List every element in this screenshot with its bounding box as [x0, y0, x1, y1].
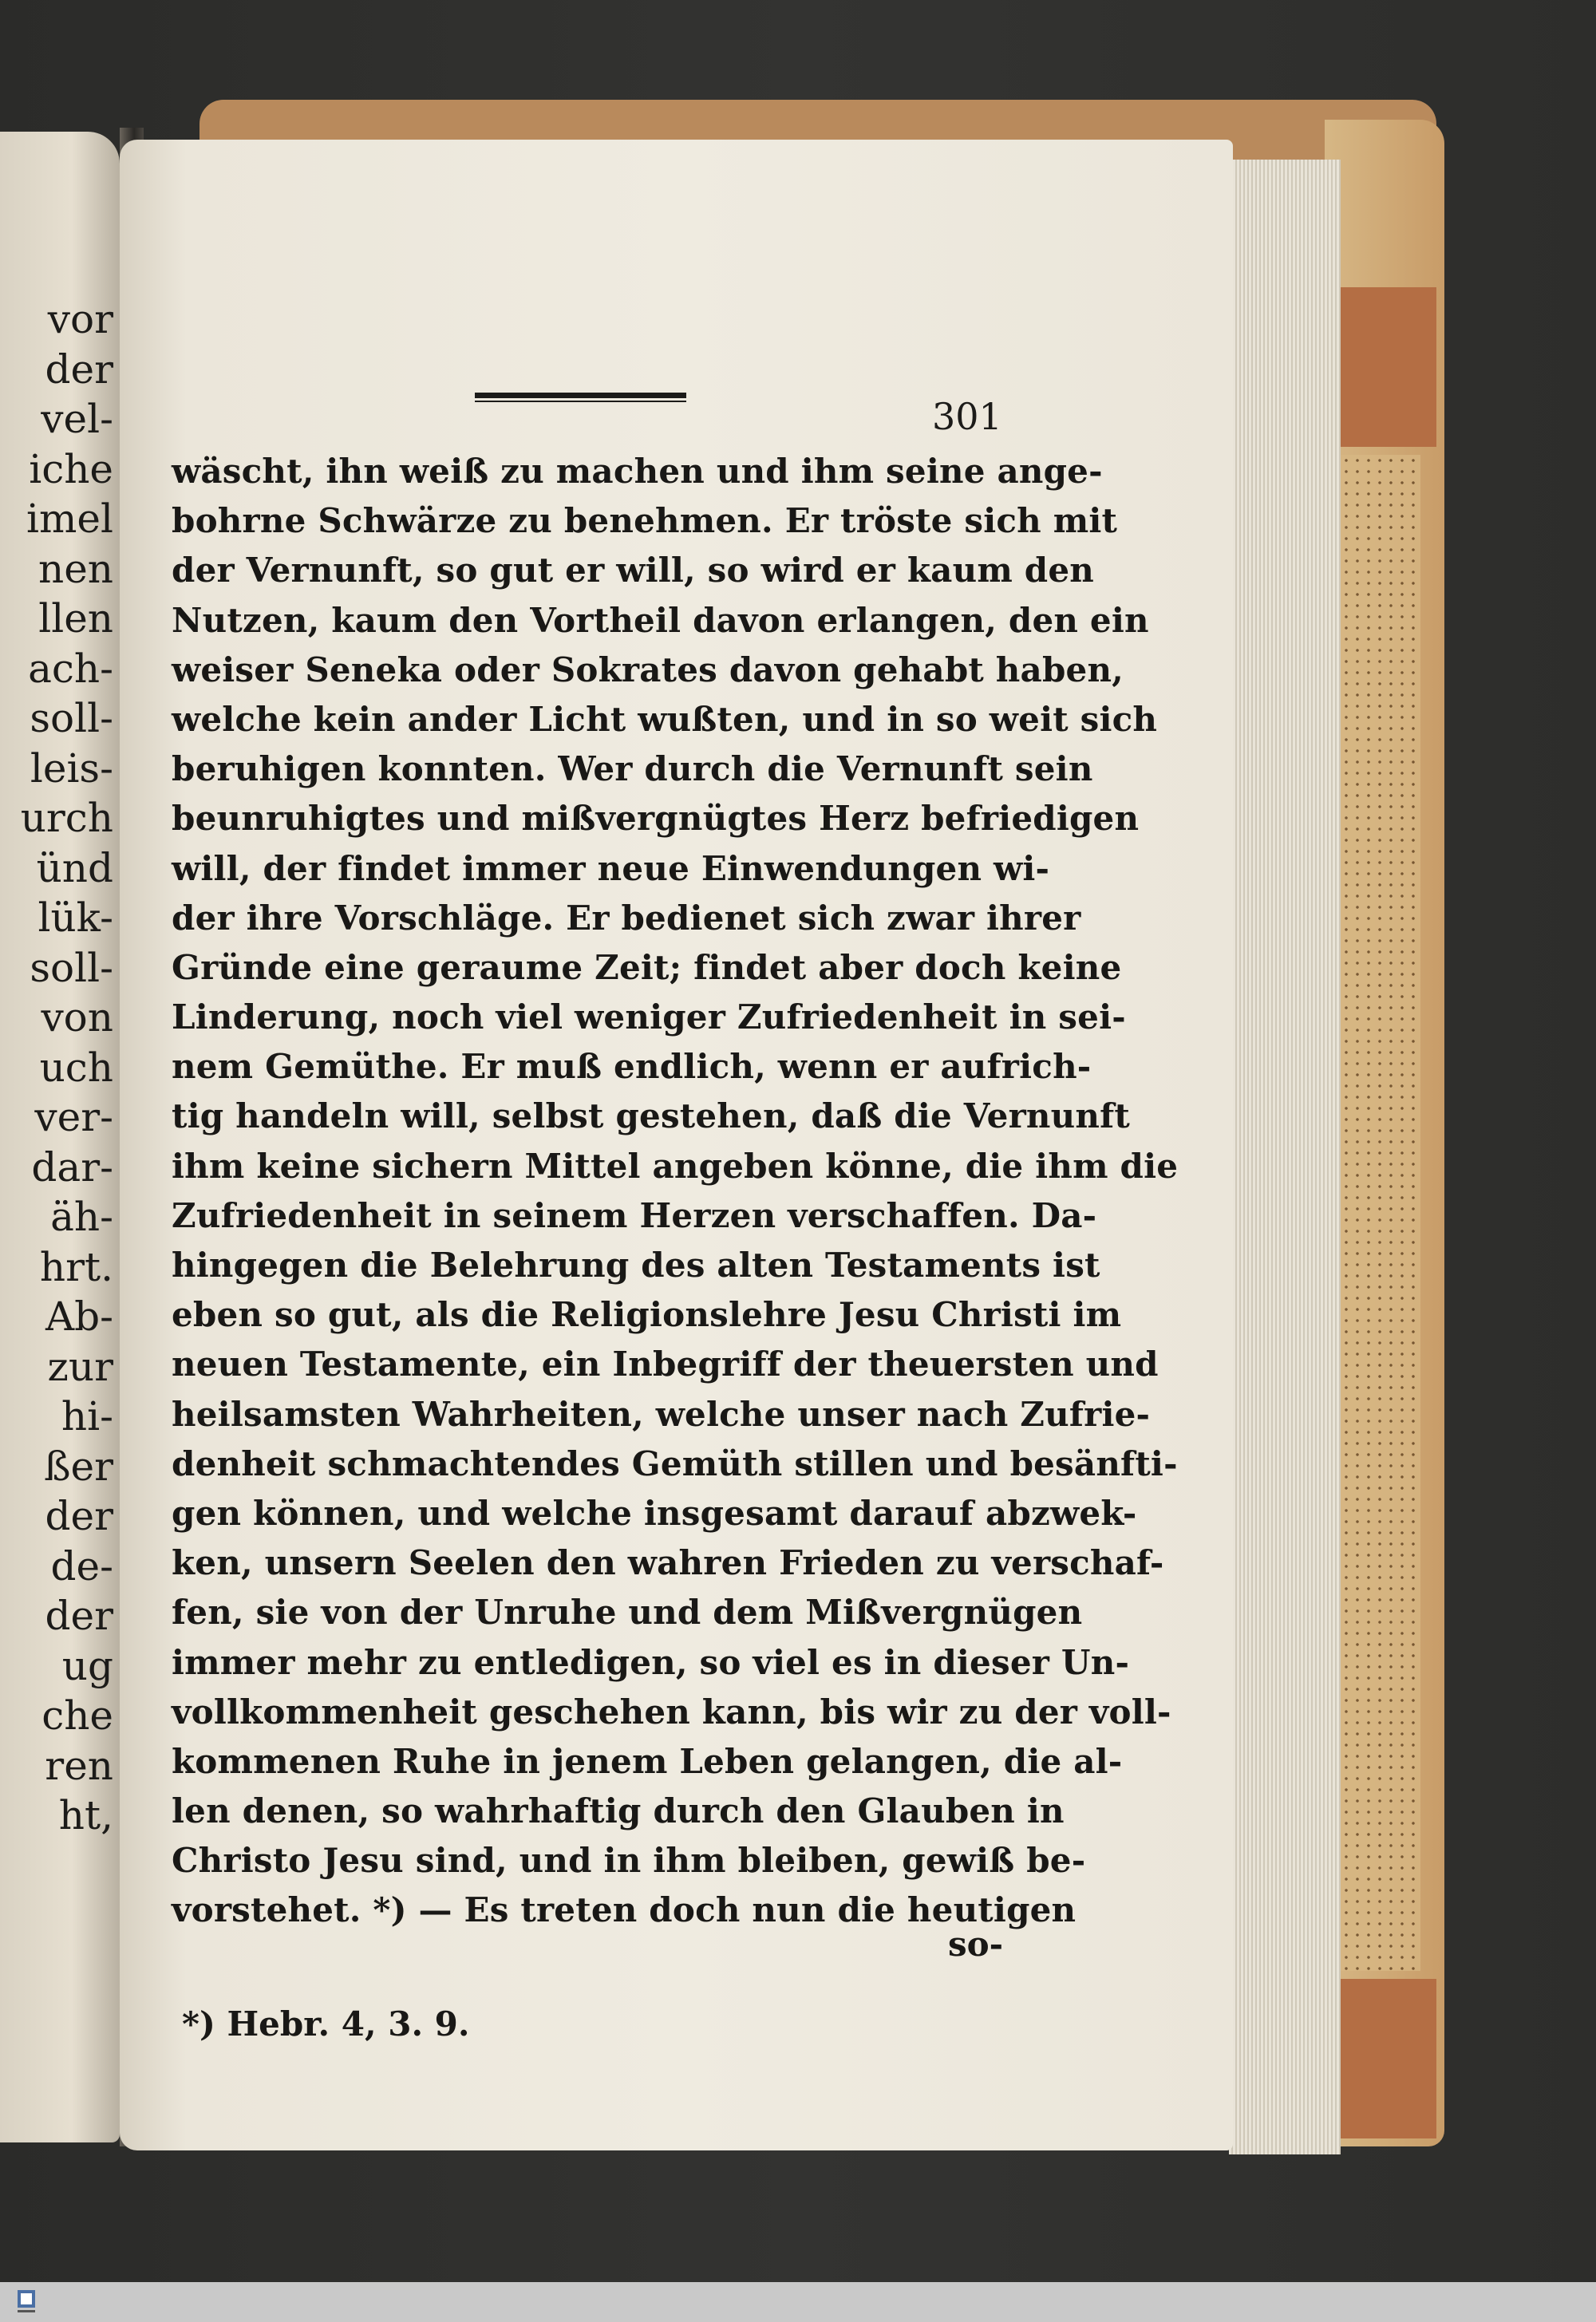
- cover-leather-bottom: [1333, 1979, 1436, 2138]
- left-page-fragment: de-: [50, 1542, 113, 1589]
- text-line: fen, sie von der Unruhe und dem Mißvergnügen: [172, 1593, 1083, 1633]
- left-page-fragment: ren: [45, 1742, 113, 1789]
- text-line: heilsamsten Wahrheiten, welche unser nach Zufrie-: [172, 1394, 1151, 1434]
- left-page-fragment: hrt.: [39, 1243, 113, 1290]
- text-line: nem Gemüthe. Er muß endlich, wenn er aufrich-: [172, 1047, 1092, 1087]
- left-page-fragment: zur: [47, 1343, 113, 1390]
- left-page-fragment: ach-: [28, 645, 113, 692]
- header-rule-thick: [475, 393, 686, 398]
- left-page-fragment: urch: [20, 795, 113, 841]
- footnote: *) Hebr. 4, 3. 9.: [182, 2004, 470, 2044]
- cover-marbled-paper: [1341, 455, 1420, 1971]
- text-line: ken, unsern Seelen den wahren Frieden zu verschaf-: [172, 1543, 1164, 1583]
- text-line: denheit schmachtendes Gemüth stillen und besänfti-: [172, 1443, 1178, 1483]
- left-page-fragment: llen: [38, 595, 113, 642]
- text-line: Christo Jesu sind, und in ihm bleiben, gewiß be-: [172, 1841, 1086, 1881]
- page-body-text: [172, 447, 1179, 1936]
- catchword: so-: [948, 1925, 1004, 1964]
- left-page-fragment: der: [45, 1493, 113, 1539]
- text-line: Gründe eine geraume Zeit; findet aber doch keine: [172, 947, 1122, 987]
- text-line: weiser Seneka oder Sokrates davon gehabt haben,: [172, 650, 1124, 689]
- text-line: kommenen Ruhe in jenem Leben gelangen, die al-: [172, 1741, 1123, 1781]
- left-page-fragment: uch: [39, 1044, 113, 1091]
- text-line: vorstehet. *) — Es treten doch nun die heutigen: [172, 1890, 1077, 1930]
- left-page: [0, 132, 120, 2142]
- text-line: der Vernunft, so gut er will, so wird er kaum den: [172, 551, 1095, 590]
- header-rule-thin: [475, 401, 686, 402]
- left-page-fragment: leis-: [30, 744, 113, 792]
- text-line: Zufriedenheit in seinem Herzen verschaffen. Da-: [172, 1195, 1097, 1235]
- text-line: will, der findet immer neue Einwendungen wi-: [172, 848, 1050, 888]
- text-line: eben so gut, als die Religionslehre Jesu Christi im: [172, 1295, 1122, 1335]
- text-line: tig handeln will, selbst gestehen, daß die Vernunft: [172, 1096, 1130, 1136]
- text-line: vollkommenheit geschehen kann, bis wir zu der voll-: [172, 1692, 1171, 1732]
- cover-leather-top: [1333, 287, 1436, 447]
- left-page-fragment: lük-: [38, 894, 113, 941]
- text-line: len denen, so wahrhaftig durch den Glauben in: [172, 1791, 1065, 1831]
- text-line: ihm keine sichern Mittel angeben könne, die ihm die: [172, 1146, 1179, 1186]
- left-page-fragment: nen: [38, 545, 113, 592]
- left-page-fragment: der: [45, 346, 113, 393]
- left-page-fragment: che: [41, 1692, 113, 1739]
- left-page-fragment: ug: [61, 1642, 113, 1689]
- left-page-fragment: hi-: [61, 1393, 113, 1439]
- text-line: beruhigen konnten. Wer durch die Vernunft sein: [172, 749, 1093, 789]
- text-line: Nutzen, kaum den Vortheil davon erlangen, den ein: [172, 600, 1149, 640]
- left-page-fragment: ht,: [58, 1792, 113, 1838]
- left-page-fragment: imel: [26, 496, 113, 542]
- left-page-fragment: äh-: [50, 1194, 113, 1240]
- left-page-fragment: Ab-: [45, 1293, 113, 1340]
- library-logo-icon: [14, 2287, 38, 2316]
- page-number: 301: [932, 395, 1002, 438]
- text-line: wäscht, ihn weiß zu machen und ihm seine ange-: [172, 452, 1103, 491]
- left-page-fragment: ünd: [36, 844, 113, 891]
- text-line: gen können, und welche insgesamt darauf abzwek-: [172, 1493, 1137, 1533]
- page-edges: [1229, 160, 1341, 2154]
- left-page-fragment: von: [41, 994, 113, 1041]
- left-page-fragment: iche: [29, 445, 113, 492]
- text-line: immer mehr zu entledigen, so viel es in dieser Un-: [172, 1642, 1130, 1682]
- text-line: beunruhigtes und mißvergnügtes Herz befriedigen: [172, 799, 1140, 839]
- text-line: neuen Testamente, ein Inbegriff der theuersten und: [172, 1345, 1159, 1384]
- text-line: hingegen die Belehrung des alten Testaments ist: [172, 1246, 1100, 1285]
- left-page-fragment: der: [45, 1593, 113, 1639]
- left-page-fragment: soll-: [30, 944, 113, 991]
- footer-strip: [0, 2282, 1596, 2322]
- left-page-fragment: dar-: [31, 1143, 113, 1191]
- header-rule: [475, 393, 686, 402]
- left-page-fragment: ßer: [44, 1443, 113, 1490]
- text-line: der ihre Vorschläge. Er bedienet sich zwar ihrer: [172, 898, 1081, 938]
- left-page-fragment: vor: [47, 296, 113, 342]
- left-page-fragment: vel-: [41, 396, 113, 442]
- text-line: welche kein ander Licht wußten, und in so weit sich: [172, 699, 1158, 739]
- book-cover-edge: [1325, 120, 1444, 2146]
- left-page-fragment: ver-: [34, 1094, 113, 1140]
- text-line: bohrne Schwärze zu benehmen. Er tröste sich mit: [172, 501, 1118, 541]
- text-line: Linderung, noch viel weniger Zufriedenheit in sei-: [172, 997, 1126, 1037]
- left-page-fragment: soll-: [30, 695, 113, 741]
